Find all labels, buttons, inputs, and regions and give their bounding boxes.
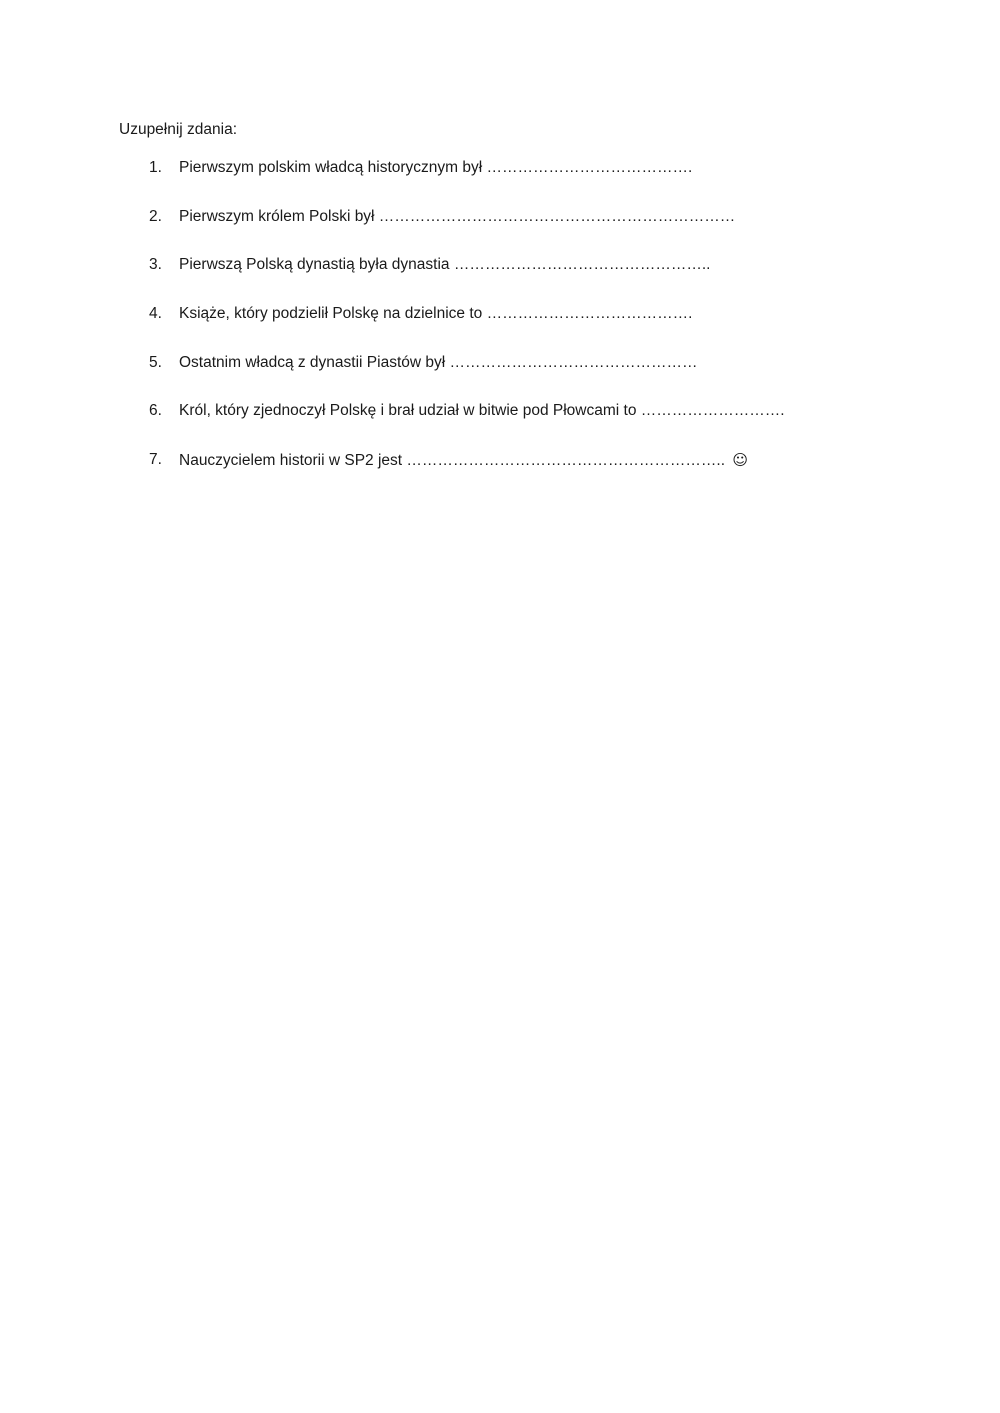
question-text-body: Nauczycielem historii w SP2 jest …………………………………………………….. [179, 452, 730, 470]
question-text [179, 450, 748, 471]
question-text: Książe, który podzielił Polskę na dzielnice to …………………………………. [179, 305, 693, 323]
instruction-text: Uzupełnij zdania: [119, 121, 238, 138]
question-text: Pierwszym polskim władcą historycznym był …………………………………. [179, 159, 693, 176]
question-text: Ostatnim władcą z dynastii Piastów był ………………………………………… [179, 353, 698, 371]
question-text: Król, który zjednoczył Polskę i brał udział w bitwie pod Płowcami to ………………………. [179, 402, 785, 420]
question-number: 2. [149, 207, 162, 225]
question-text: Pierwszym królem Polski był …………………………………………………………… [179, 207, 736, 225]
question-number: 4. [149, 305, 162, 323]
question-number: 7. [149, 451, 162, 469]
smiley-icon: ☺ [732, 451, 748, 470]
question-number: 5. [149, 353, 162, 371]
question-number: 3. [149, 256, 162, 274]
question-number: 6. [149, 402, 162, 420]
question-number: 1. [149, 159, 162, 176]
question-text: Pierwszą Polską dynastią była dynastia ………………………………………….. [179, 256, 711, 274]
